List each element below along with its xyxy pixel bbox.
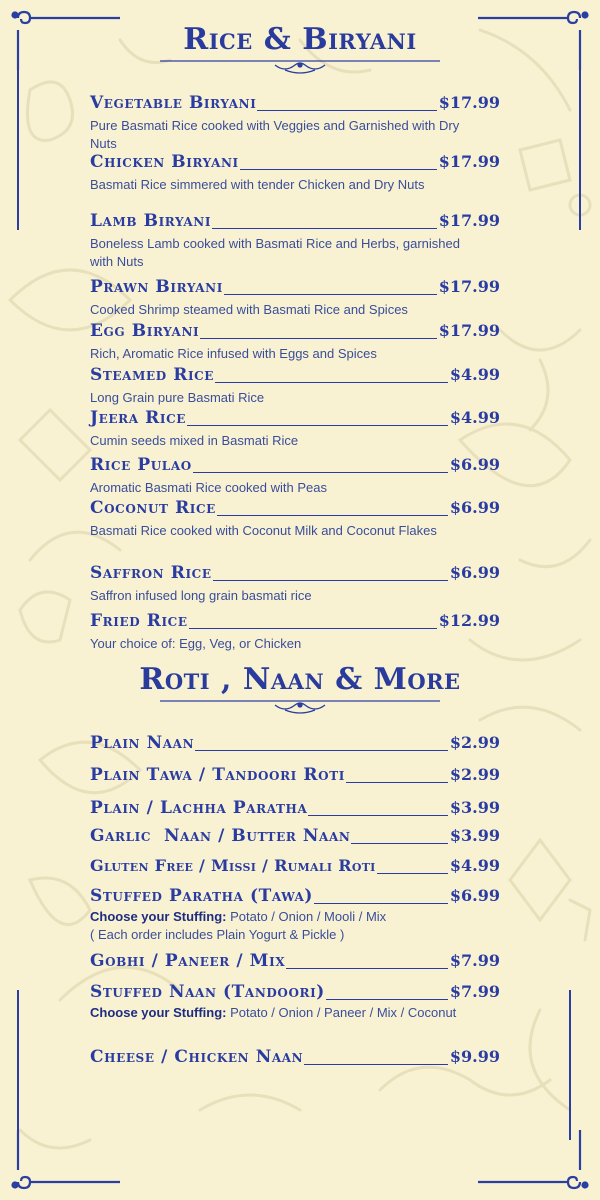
stuffing-label: Choose your Stuffing: — [90, 909, 227, 924]
item-price: $17.99 — [438, 152, 500, 171]
item-name: Fried Rice — [90, 611, 188, 631]
item-price: $6.99 — [449, 563, 500, 582]
item-price: $2.99 — [449, 765, 500, 784]
menu-item — [90, 765, 500, 787]
price-leader — [257, 109, 436, 111]
item-description: Basmati Rice cooked with Coconut Milk and Coconut Flakes — [90, 523, 437, 538]
item-price: $7.99 — [449, 982, 500, 1001]
price-leader — [213, 579, 448, 581]
corner-ornament-bottom-right — [478, 1130, 590, 1190]
item-price: $3.99 — [449, 826, 500, 845]
item-description: Boneless Lamb cooked with Basmati Rice and Herbs, garnished with Nuts — [90, 236, 460, 269]
item-price: $7.99 — [449, 951, 500, 970]
item-name: Rice Pulao — [90, 455, 192, 475]
item-name: Egg Biryani — [90, 321, 200, 341]
item-description — [90, 1004, 470, 1022]
menu-item — [90, 886, 500, 944]
price-leader — [314, 902, 448, 904]
menu-item — [90, 152, 500, 194]
price-leader — [346, 781, 448, 783]
stuffing-options: Potato / Onion / Paneer / Mix / Coconut — [226, 1005, 457, 1020]
item-description — [90, 908, 485, 926]
corner-ornament-bottom-left — [10, 1130, 120, 1190]
item-name: Saffron Rice — [90, 563, 212, 583]
menu-item — [90, 826, 500, 848]
menu-item — [90, 1047, 500, 1069]
item-price: $4.99 — [449, 365, 500, 384]
menu-item — [90, 951, 500, 973]
item-name: Plain Naan — [90, 733, 195, 753]
menu-item — [90, 365, 500, 407]
item-description: Your choice of: Egg, Veg, or Chicken — [90, 636, 302, 651]
menu-item — [90, 277, 500, 319]
item-name: Plain Tawa / Tandoori Roti — [90, 765, 345, 785]
menu-item — [90, 611, 500, 653]
price-leader — [215, 381, 448, 383]
menu-item — [90, 563, 500, 605]
section-title-rice-biryani: Rice & Biryani — [183, 22, 417, 57]
item-description: Aromatic Basmati Rice cooked with Peas — [90, 480, 327, 495]
item-price: $17.99 — [438, 211, 500, 230]
price-leader — [326, 998, 448, 1000]
menu-item — [90, 93, 500, 153]
price-leader — [351, 842, 447, 844]
item-price: $17.99 — [438, 93, 500, 112]
item-description: Cumin seeds mixed in Basmati Rice — [90, 433, 299, 448]
item-description: Long Grain pure Basmati Rice — [90, 390, 265, 405]
frame-line-right-bottom — [569, 990, 571, 1140]
item-price: $6.99 — [449, 886, 500, 905]
frame-line-left-top — [17, 70, 19, 230]
item-price: $2.99 — [449, 733, 500, 752]
menu-item — [90, 733, 500, 755]
item-price: $9.99 — [449, 1047, 500, 1066]
item-name: Chicken Biryani — [90, 152, 239, 172]
item-name: Vegetable Biryani — [90, 93, 257, 113]
item-name: Lamb Biryani — [90, 211, 212, 231]
item-price: $17.99 — [438, 277, 500, 296]
price-leader — [308, 814, 448, 816]
price-leader — [189, 627, 437, 629]
item-name: Plain / Lachha Paratha — [90, 798, 308, 818]
price-leader — [212, 227, 437, 229]
item-name: Jeera Rice — [90, 408, 186, 428]
item-description: Pure Basmati Rice cooked with Veggies and Garnished with Dry Nuts — [90, 118, 460, 151]
title-flourish — [160, 696, 440, 716]
item-price: $3.99 — [449, 798, 500, 817]
frame-line-right-top — [579, 70, 581, 230]
item-description: Saffron infused long grain basmati rice — [90, 588, 312, 603]
menu-item — [90, 498, 500, 540]
item-name: Garlic Naan / Butter Naan — [90, 826, 351, 846]
stuffing-options: Potato / Onion / Mooli / Mix — [226, 909, 387, 924]
price-leader — [286, 967, 448, 969]
price-leader — [377, 872, 448, 874]
item-price: $6.99 — [449, 455, 500, 474]
title-flourish — [160, 56, 440, 76]
price-leader — [224, 293, 437, 295]
item-name: Stuffed Paratha (Tawa) — [90, 886, 314, 906]
price-leader — [187, 424, 448, 426]
item-price: $4.99 — [449, 856, 500, 875]
item-note: ( Each order includes Plain Yogurt & Pickle ) — [90, 927, 345, 942]
item-description: Basmati Rice simmered with tender Chicken and Dry Nuts — [90, 177, 425, 192]
item-price: $4.99 — [449, 408, 500, 427]
price-leader — [217, 514, 448, 516]
menu-item — [90, 982, 500, 1022]
menu-item — [90, 321, 500, 363]
stuffing-label: Choose your Stuffing: — [90, 1005, 227, 1020]
item-name: Gluten Free / Missi / Rumali Roti — [90, 856, 376, 875]
item-name: Coconut Rice — [90, 498, 216, 518]
price-leader — [193, 471, 448, 473]
price-leader — [304, 1063, 448, 1065]
item-price: $12.99 — [438, 611, 500, 630]
item-price: $17.99 — [438, 321, 500, 340]
menu-item — [90, 455, 500, 497]
item-price: $6.99 — [449, 498, 500, 517]
menu-item — [90, 856, 500, 878]
item-name: Prawn Biryani — [90, 277, 223, 297]
price-leader — [240, 168, 437, 170]
price-leader — [200, 337, 437, 339]
menu-item — [90, 408, 500, 450]
item-description: Rich, Aromatic Rice infused with Eggs and Spices — [90, 346, 377, 361]
item-name: Gobhi / Paneer / Mix — [90, 951, 286, 971]
frame-line-left-bottom — [17, 990, 19, 1140]
item-name: Steamed Rice — [90, 365, 215, 385]
price-leader — [195, 749, 448, 751]
menu-item — [90, 798, 500, 820]
item-name: Cheese / Chicken Naan — [90, 1047, 304, 1067]
item-name: Stuffed Naan (Tandoori) — [90, 982, 325, 1002]
section-title-roti-naan: Roti , Naan & More — [139, 662, 461, 697]
item-description: Cooked Shrimp steamed with Basmati Rice and Spices — [90, 302, 408, 317]
menu-item — [90, 211, 500, 271]
